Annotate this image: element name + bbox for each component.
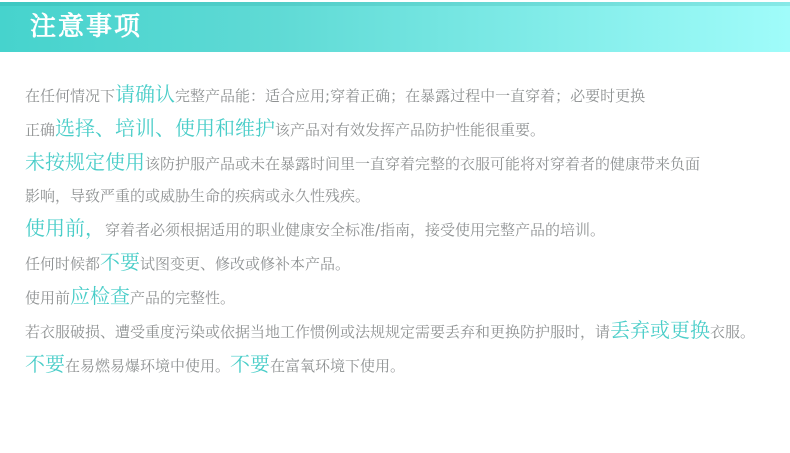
text-line bbox=[25, 246, 778, 280]
highlight-text: 不要 bbox=[100, 250, 141, 274]
body-text: 影响，导致严重的或威胁生命的疾病或永久性残疾。 bbox=[25, 187, 371, 205]
highlight-text: 未按规定使用 bbox=[25, 150, 145, 174]
body-text: 该产品对有效发挥产品防护性能很重要。 bbox=[275, 121, 546, 139]
text-line bbox=[25, 280, 778, 314]
body-text: 试图变更、修改或修补本产品。 bbox=[140, 255, 351, 273]
body-text: 正确 bbox=[25, 121, 56, 139]
text-line bbox=[25, 348, 778, 382]
body-text: 在易燃易爆环境中使用。 bbox=[65, 357, 231, 375]
body-text: 任何时候都 bbox=[25, 255, 101, 273]
text-line bbox=[25, 314, 778, 348]
content bbox=[0, 52, 790, 382]
section-header-banner bbox=[0, 2, 790, 52]
text-line bbox=[25, 180, 778, 212]
body-text: 在任何情况下 bbox=[25, 87, 116, 105]
text-line bbox=[25, 78, 778, 112]
body-text: 产品的完整性。 bbox=[130, 289, 236, 307]
body-text: 该防护服产品或未在暴露时间里一直穿着完整的衣服可能将对穿着者的健康带来负面 bbox=[145, 155, 701, 173]
body-text: 完整产品能：适合应用;穿着正确；在暴露过程中一直穿着；必要时更换 bbox=[175, 87, 646, 105]
highlight-text: 应检查 bbox=[70, 284, 131, 308]
highlight-text: 丢弃或更换 bbox=[610, 318, 711, 342]
body-text: 若衣服破损、遭受重度污染或依据当地工作惯例或法规规定需要丢弃和更换防护服时，请 bbox=[25, 323, 611, 341]
page bbox=[0, 2, 790, 453]
highlight-text: 使用前， bbox=[25, 216, 105, 240]
body-text: 在富氧环境下使用。 bbox=[270, 357, 406, 375]
body-text: 使用前 bbox=[25, 289, 71, 307]
text-line bbox=[25, 112, 778, 146]
body-text: 穿着者必须根据适用的职业健康安全标准/指南，接受使用完整产品的培训。 bbox=[105, 221, 606, 239]
page-title: 注意事项 bbox=[30, 12, 143, 42]
highlight-text: 选择、培训、使用和维护 bbox=[55, 116, 276, 140]
text-line bbox=[25, 212, 778, 246]
body-text: 衣服。 bbox=[710, 323, 756, 341]
highlight-text: 不要 bbox=[230, 352, 271, 376]
highlight-text: 请确认 bbox=[115, 82, 176, 106]
text-line bbox=[25, 146, 778, 180]
highlight-text: 不要 bbox=[25, 352, 65, 376]
